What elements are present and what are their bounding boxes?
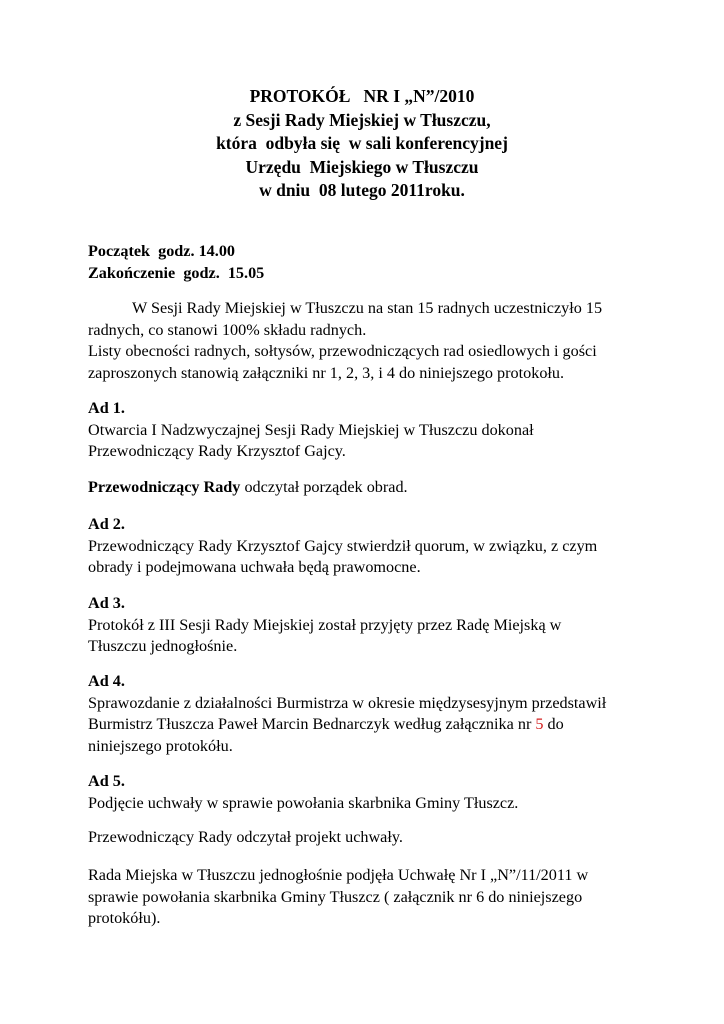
paragraph-line: sprawie powołania skarbnika Gminy Tłuszcz ( załącznik nr 6 do niniejszego xyxy=(88,887,583,906)
paragraph-line: W Sesji Rady Miejskiej w Tłuszczu na stan 15 radnych uczestniczyło 15 xyxy=(132,299,603,317)
line-text: do xyxy=(543,715,564,733)
attachment-number: 5 xyxy=(535,715,544,733)
paragraph-line: Tłuszczu jednogłośnie. xyxy=(88,637,238,655)
chair-read-draft xyxy=(88,827,648,849)
section-ad1 xyxy=(88,398,648,463)
paragraph-line: radnych, co stanowi 100% składu radnych. xyxy=(88,320,367,339)
title-line: PROTOKÓŁ NR I „N”/2010 xyxy=(249,86,475,106)
section-ad3 xyxy=(88,593,648,658)
chair-bold-label: Przewodniczący Rady xyxy=(88,478,241,496)
line-text: Burmistrz Tłuszcza Paweł Marcin Bednarczyk według załącznika nr xyxy=(88,715,536,733)
paragraph-line: zaproszonych stanowią załączniki nr 1, 2, 3, i 4 do niniejszego protokołu. xyxy=(88,363,565,382)
section-ad5 xyxy=(88,771,648,814)
end-time: Zakończenie godz. 15.05 xyxy=(88,263,265,282)
title-line: z Sesji Rady Miejskiej w Tłuszczu, xyxy=(233,109,491,130)
title-line: w dniu 08 lutego 2011roku. xyxy=(259,180,465,200)
resolution-paragraph xyxy=(88,865,648,930)
section-ad2 xyxy=(88,514,648,579)
paragraph-line: Przewodniczący Rady Krzysztof Gajcy. xyxy=(88,442,346,460)
paragraph-line: protokółu). xyxy=(88,909,161,927)
paragraph-line: Rada Miejska w Tłuszczu jednogłośnie podjęła Uchwałę Nr I „N”/11/2011 w xyxy=(88,866,589,884)
paragraph-line: niniejszego protokółu. xyxy=(88,736,233,755)
paragraph-line: Podjęcie uchwały w sprawie powołania skarbnika Gminy Tłuszcz. xyxy=(88,793,519,812)
session-times xyxy=(88,241,648,284)
paragraph-line: Listy obecności radnych, sołtysów, przewodniczących rad osiedlowych i gości xyxy=(88,342,597,360)
title-line: która odbyła się w sali konferencyjnej xyxy=(216,133,508,153)
paragraph-line: Otwarcia I Nadzwyczajnej Sesji Rady Miejskiej w Tłuszczu dokonał xyxy=(88,420,534,439)
chair-read-agenda xyxy=(88,477,648,499)
start-time: Początek godz. 14.00 xyxy=(88,242,236,260)
paragraph-line: Przewodniczący Rady Krzysztof Gajcy stwierdził quorum, w związku, z czym xyxy=(88,536,598,555)
chair-read-rest: odczytał porządek obrad. xyxy=(240,478,408,496)
section-heading: Ad 3. xyxy=(88,594,125,612)
paragraph-line xyxy=(88,714,648,736)
section-heading: Ad 4. xyxy=(88,672,125,690)
paragraph-line: Protokół z III Sesji Rady Miejskiej został przyjęty przez Radę Miejską w xyxy=(88,615,562,634)
attendance-paragraph xyxy=(88,298,648,384)
paragraph-line: Sprawozdanie z działalności Burmistrza w okresie międzysesyjnym przedstawił xyxy=(88,693,607,712)
section-heading: Ad 5. xyxy=(88,772,125,790)
document-title xyxy=(0,85,724,203)
title-line: Urzędu Miejskiego w Tłuszczu xyxy=(245,156,479,177)
paragraph-line: Przewodniczący Rady odczytał projekt uchwały. xyxy=(88,828,403,846)
section-ad4 xyxy=(88,671,648,757)
section-heading: Ad 2. xyxy=(88,515,125,533)
paragraph-line: obrady i podejmowana uchwała będą prawomocne. xyxy=(88,558,421,576)
section-heading: Ad 1. xyxy=(88,399,125,417)
paragraph-line xyxy=(88,477,648,499)
